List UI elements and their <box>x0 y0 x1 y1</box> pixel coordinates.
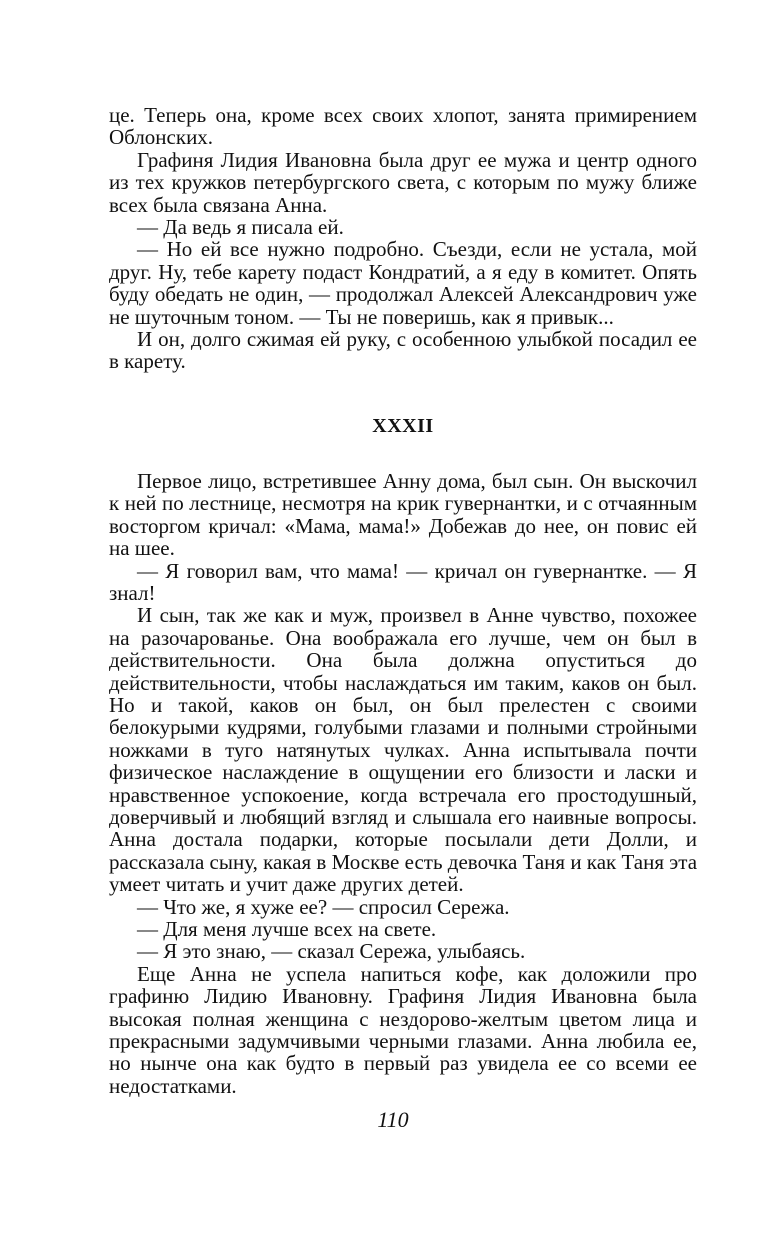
paragraph: — Но ей все нужно подробно. Съезди, если не устала, мой друг. Ну, тебе карету подаст Кондратий, а я еду в комитет. Опять буду обедать не один, — продолжал Алексей Александрович уже не шуточным тоном. — Ты не поверишь, как я привык... <box>109 237 697 329</box>
paragraph: це. Теперь она, кроме всех своих хлопот, занята примирением Облонских. <box>109 103 697 150</box>
text-section-2 <box>109 470 697 1097</box>
paragraph: Графиня Лидия Ивановна была друг ее мужа и центр одного из тех кружков петербургского света, с которым по мужу ближе всех была связана Анна. <box>109 147 697 217</box>
page-number: 110 <box>377 1107 409 1132</box>
paragraph: — Что же, я хуже ее? — спросил Сережа. <box>137 894 510 919</box>
paragraph: — Я это знаю, — сказал Сережа, улыбаясь. <box>137 939 526 964</box>
paragraph: — Да ведь я писала ей. <box>137 215 344 240</box>
paragraph: И сын, так же как и муж, произвел в Анне чувство, похожее на разочарованье. Она воображала его лучше, чем он был в действительности. Она была должна опуститься до действительности, чтобы наслаждаться им таким, каков он был. Но и такой, каков он был, он был прелестен с своими белокурыми кудрями, голубыми глазами и полными стройными ножками в туго натянутых чулках. Анна испытывала почти физическое наслаждение в ощущении его близости и ласки и нравственное успокоение, когда встречала его простодушный, доверчивый и любящий взгляд и слышала его наивные вопросы. Анна достала подарки, которые посылали дети Долли, и рассказала сыну, какая в Москве есть девочка Таня и как Таня эта умеет читать и учит даже других детей. <box>109 603 698 897</box>
page-body <box>109 104 697 1097</box>
chapter-heading: XXXII <box>372 414 434 437</box>
text-section-1 <box>109 104 697 373</box>
paragraph: Первое лицо, встретившее Анну дома, был сын. Он выскочил к ней по лестнице, несмотря на крик гувернантки, и с отчаянным восторгом кричал: «Мама, мама!» Добежав до нее, он повис ей на шее. <box>109 468 697 561</box>
paragraph: И он, долго сжимая ей руку, с особенною улыбкой посадил ее в карету. <box>109 327 697 374</box>
paragraph: — Я говорил вам, что мама! — кричал он гувернантке. — Я знал! <box>109 558 697 605</box>
paragraph: Еще Анна не успела напиться кофе, как доложили про графиню Лидию Ивановну. Графиня Лидия Ивановна была высокая полная женщина с нездорово-желтым цветом лица и прекрасными задумчивыми черными глазами. Анна любила ее, но нынче она как будто в первый раз увидела ее со всеми ее недостатками. <box>109 961 697 1098</box>
paragraph: — Для меня лучше всех на свете. <box>137 917 437 941</box>
